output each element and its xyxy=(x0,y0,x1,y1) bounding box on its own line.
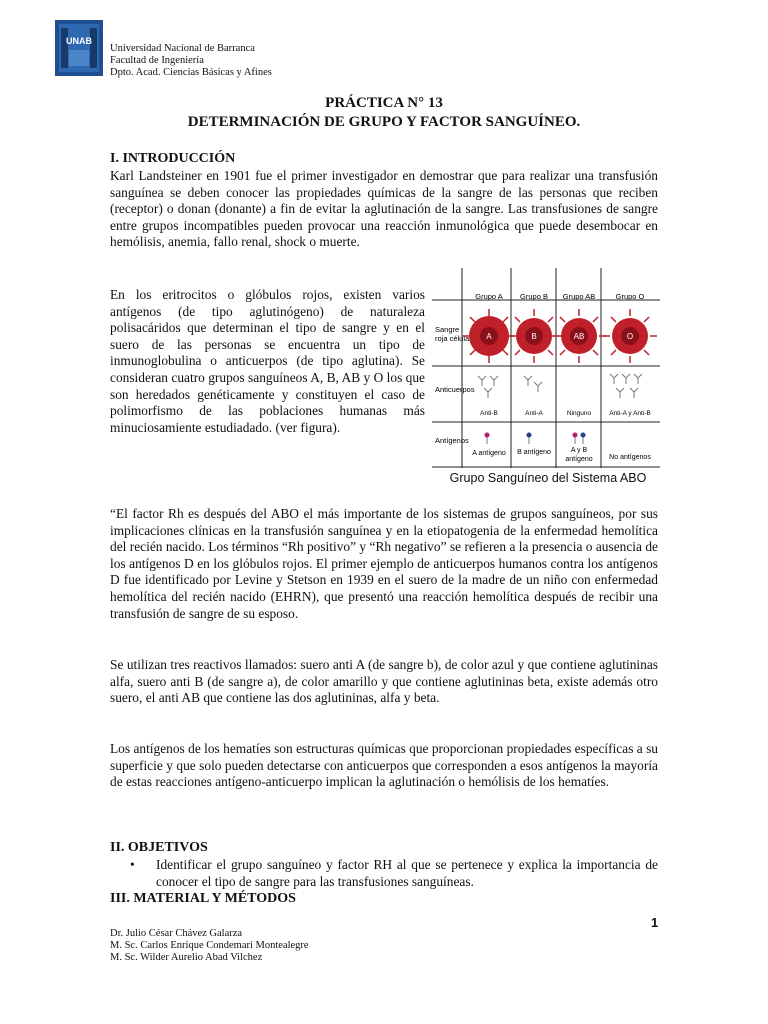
row-label-antibodies: Anticuerpos xyxy=(435,385,475,394)
col-header-b: Grupo B xyxy=(520,292,548,301)
svg-text:B: B xyxy=(531,332,537,341)
antigen-icon-a xyxy=(485,433,490,445)
figure-caption: Grupo Sanguíneo del Sistema ABO xyxy=(449,471,647,485)
svg-text:UNAB: UNAB xyxy=(66,36,92,46)
antibody-label-b: Anti-A xyxy=(525,410,543,417)
university-name: Universidad Nacional de Barranca xyxy=(110,43,255,54)
svg-text:A: A xyxy=(486,332,492,341)
department-name: Dpto. Acad. Ciencias Básicas y Afines xyxy=(110,67,272,78)
author-3: M. Sc. Wilder Aurelio Abad Vilchez xyxy=(110,952,263,963)
antigen-label-a: A antígeno xyxy=(472,450,506,457)
row-label-cell-2: roja célula xyxy=(435,334,470,343)
intro-paragraph-1: Karl Landsteiner en 1901 fue el primer investigador en demostrar que para realizar una transfusión sanguínea se deben conocer las propiedades químicas de la sangre de las personas que reciben (receptor) o donan (donante) a fin de evitar la aglutinación de la sangre. Las transfusiones de sangre entre grupos incompatibles pueden provocar una reacción inmunológica que puede desembocar en hemólisis, anemia, fallo renal, shock o muerte. xyxy=(110,168,658,250)
col-header-o: Grupo O xyxy=(615,292,645,301)
antigen-label-ab-2: antígeno xyxy=(565,456,593,463)
row-label-antigens: Antígenos xyxy=(435,436,469,445)
intro-paragraph-2: En los eritrocitos o glóbulos rojos, existen varios antígenos (de tipo aglutinógeno) de naturaleza polisacáridos que determinan el tipo de sangre y en el suero de las personas se encuentra un tipo de inmunoglobulina o anticuerpos (de tipo aglutina). Se consideran cuatro grupos sanguíneos A, B, AB y O los que son heredados genéticamente y constituyen el caso de polimorfismo de las poblaciones humanas más minuciosamiente estudiadado. (ver figura). xyxy=(110,287,425,435)
objective-text: Identificar el grupo sanguíneo y factor RH al que se pertenece y explica la importancia de conocer el tipo de sangre para las transfusiones sanguíneas. xyxy=(156,857,658,889)
svg-text:O: O xyxy=(626,332,634,341)
university-logo xyxy=(55,18,103,78)
author-2: M. Sc. Carlos Enrique Condemari Montealegre xyxy=(110,940,309,951)
reagents-paragraph: Se utilizan tres reactivos llamados: suero anti A (de sangre b), de color azul y que contiene aglutininas alfa, suero anti B (de sangre a), de color amarillo y que contiene aglutininas beta, existe además otro suero, el anti AB que contiene las dos aglutininas, alfa y beta. xyxy=(110,657,658,706)
col-header-ab: Grupo AB xyxy=(562,292,596,301)
svg-text:AB: AB xyxy=(573,332,585,341)
abo-blood-group-figure xyxy=(432,268,660,468)
antibody-label-a: Anti-B xyxy=(480,410,498,417)
section-objectives-heading: II. OBJETIVOS xyxy=(110,840,208,855)
page-number: 1 xyxy=(651,915,659,930)
practice-title: DETERMINACIÓN DE GRUPO Y FACTOR SANGUÍNEO. xyxy=(187,114,581,130)
author-1: Dr. Julio César Chávez Galarza xyxy=(110,928,243,939)
institution-header xyxy=(110,43,272,79)
col-header-a: Grupo A xyxy=(475,292,503,301)
antigen-label-b: B antígeno xyxy=(517,449,551,456)
objective-item xyxy=(130,857,658,890)
antigens-paragraph: Los antígenos de los hematíes son estructuras químicas que proporcionan propiedades específicas a su superficie y que solo pueden detectarse con anticuerpos que corresponden a esos antígenos la mayoría de estas reacciones antígeno-anticuerpo implican la aglutinación o hemólisis de los hematíes. xyxy=(110,741,658,790)
faculty-name: Facultad de Ingeniería xyxy=(110,55,204,66)
antibody-label-ab: Ninguno xyxy=(566,410,592,417)
row-label-cell-1: Sangre xyxy=(435,325,460,334)
antigen-icon-b xyxy=(527,433,532,445)
antibody-icons-a xyxy=(478,376,498,398)
antigen-icon-ab xyxy=(573,433,586,445)
section-methods-heading: III. MATERIAL Y MÉTODOS xyxy=(110,891,296,906)
footer-authors xyxy=(110,928,309,964)
antibody-label-o: Anti-A y Anti-B xyxy=(609,410,651,417)
antibody-icons-b xyxy=(524,376,542,392)
antigen-label-ab-1: A y B xyxy=(570,447,588,454)
antibody-icons-o xyxy=(610,374,642,398)
section-intro-heading: I. INTRODUCCIÓN xyxy=(110,151,236,166)
red-cell-o xyxy=(603,309,657,363)
practice-number: PRÁCTICA N° 13 xyxy=(325,95,443,111)
bullet-icon: • xyxy=(130,857,135,872)
rh-factor-paragraph: “El factor Rh es después del ABO el más importante de los sistemas de grupos sanguíneos, por sus implicaciones clínicas en la transfusión sanguínea y en la etiopatogenia de la enfermedad hemolítica del recién nacido. Los términos “Rh positivo” y “Rh negativo” se refieren a la presencia o ausencia de los antígenos D en los glóbulos rojos. El primer ejemplo de anticuerpos humanos contra los antígenos D fue identificado por Levine y Stetson en 1939 en el suero de la madre de un niño con enfermedad hemolítica del recién nacido (EHRN), que presentó una reacción hemolítica después de recibir una transfusión de sangre de su esposo. xyxy=(110,506,658,621)
antigen-label-o: No antígenos xyxy=(609,454,651,461)
